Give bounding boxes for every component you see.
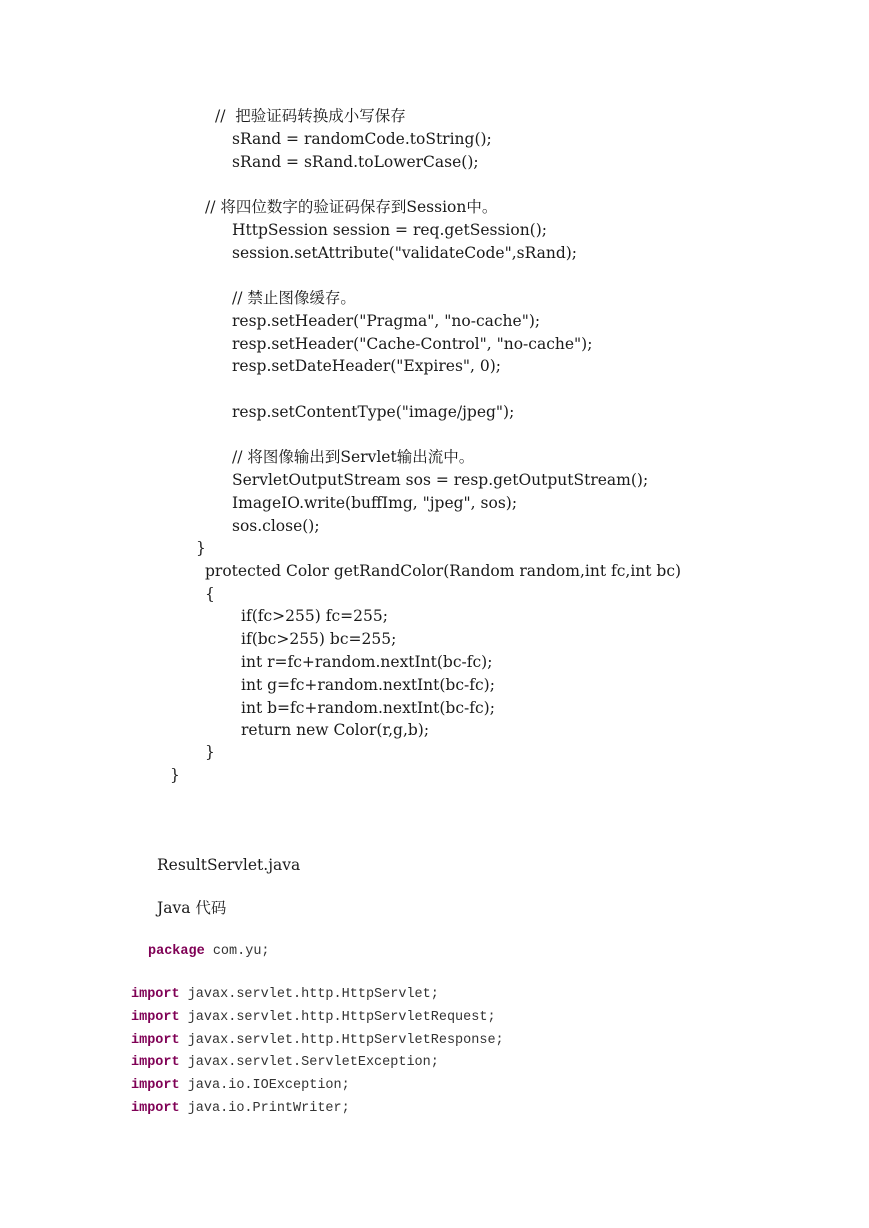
code-text: javax.servlet.http.HttpServletResponse; [179, 1033, 504, 1048]
code-text: javax.servlet.http.HttpServletRequest; [179, 1010, 496, 1025]
code-text: javax.servlet.http.HttpServlet; [179, 987, 439, 1002]
code-line [148, 943, 270, 961]
keyword: package [148, 944, 205, 959]
code-line: int g=fc+random.nextInt(bc-fc); [241, 676, 495, 694]
code-line: resp.setContentType("image/jpeg"); [232, 403, 515, 421]
code-line: int b=fc+random.nextInt(bc-fc); [241, 699, 495, 717]
code-line [131, 1100, 350, 1118]
code-line [131, 1054, 439, 1072]
code-line: resp.setHeader("Pragma", "no-cache"); [232, 312, 541, 330]
code-line [131, 1032, 504, 1050]
code-line: } [205, 743, 215, 761]
code-line: // 把验证码转换成小写保存 [215, 107, 406, 125]
code-line [131, 1077, 350, 1095]
code-line: } [196, 539, 206, 557]
code-line: resp.setDateHeader("Expires", 0); [232, 357, 502, 375]
code-line: sRand = randomCode.toString(); [232, 130, 492, 148]
code-text: com.yu; [204, 944, 270, 959]
keyword: import [131, 1010, 180, 1025]
code-line: HttpSession session = req.getSession(); [232, 221, 547, 239]
code-line: if(fc>255) fc=255; [241, 607, 388, 625]
code-line: session.setAttribute("validateCode",sRand); [232, 244, 578, 262]
file-heading: ResultServlet.java [157, 856, 301, 874]
code-line: // 禁止图像缓存。 [232, 289, 356, 307]
code-line: return new Color(r,g,b); [241, 721, 430, 739]
keyword: import [131, 1055, 180, 1070]
code-line: sos.close(); [232, 517, 320, 535]
code-line [131, 1009, 496, 1027]
code-line: { [205, 585, 215, 603]
code-line: } [170, 766, 180, 784]
code-line: if(bc>255) bc=255; [241, 630, 397, 648]
code-line [131, 986, 439, 1004]
code-line: resp.setHeader("Cache-Control", "no-cache"); [232, 335, 593, 353]
keyword: import [131, 987, 180, 1002]
code-line: sRand = sRand.toLowerCase(); [232, 153, 479, 171]
keyword: import [131, 1033, 180, 1048]
code-line: protected Color getRandColor(Random random,int fc,int bc) [205, 562, 682, 580]
code-line: // 将图像输出到Servlet输出流中。 [232, 448, 475, 466]
code-line: int r=fc+random.nextInt(bc-fc); [241, 653, 493, 671]
language-label: Java 代码 [157, 899, 227, 917]
code-line: ServletOutputStream sos = resp.getOutputStream(); [232, 471, 649, 489]
keyword: import [131, 1078, 180, 1093]
code-line: // 将四位数字的验证码保存到Session中。 [205, 198, 498, 216]
code-text: java.io.IOException; [179, 1078, 350, 1093]
code-text: javax.servlet.ServletException; [179, 1055, 439, 1070]
code-line: ImageIO.write(buffImg, "jpeg", sos); [232, 494, 518, 512]
keyword: import [131, 1101, 180, 1116]
code-text: java.io.PrintWriter; [179, 1101, 350, 1116]
